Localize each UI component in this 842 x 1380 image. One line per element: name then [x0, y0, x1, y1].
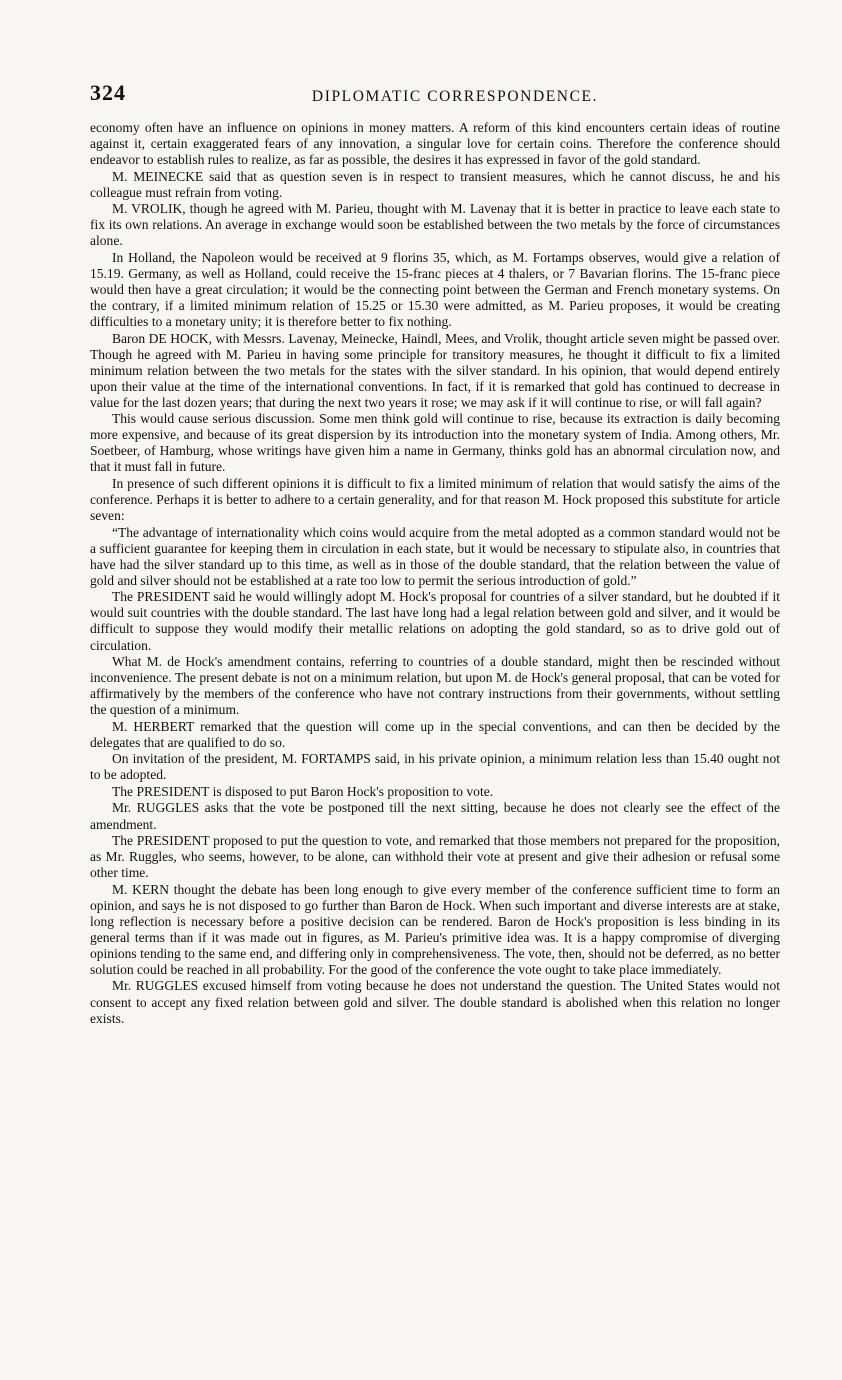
paragraph: M. HERBERT remarked that the question will come up in the special conventions, and can then be decided by the delegates that are qualified to do so. — [90, 718, 780, 750]
paragraph: On invitation of the president, M. FORTAMPS said, in his private opinion, a minimum relation less than 15.40 ought not to be adopted. — [90, 751, 780, 783]
paragraph: The PRESIDENT said he would willingly adopt M. Hock's proposal for countries of a silver standard, but he doubted if it would suit countries with the double standard. The last have long had a legal relation between gold and silver, and it would be difficult to suppose they would modify their metallic relations on adopting the gold standard, so as to drive gold out of circulation. — [90, 589, 780, 653]
paragraph: Baron DE HOCK, with Messrs. Lavenay, Meinecke, Haindl, Mees, and Vrolik, thought article seven might be passed over. Though he agreed with M. Parieu in having some principle for transitory measures, he thought it difficult to fix a limited minimum relation between the two metals for the states with the silver standard. In his opinion, that would depend entirely upon their value at the time of the international conventions. In fact, if it is remarked that gold has continued to decrease in value for the last dozen years; that during the next two years it rose; we may ask if it will continue to rise, or will fall again? — [90, 330, 780, 410]
page-number: 324 — [90, 80, 126, 105]
paragraph: M. MEINECKE said that as question seven is in respect to transient measures, which he cannot discuss, he and his colleague must refrain from voting. — [90, 168, 780, 200]
paragraph: Mr. RUGGLES excused himself from voting because he does not understand the question. The United States would not consent to accept any fixed relation between gold and silver. The double standard is abolished when this relation no longer exists. — [90, 978, 780, 1026]
paragraph: M. KERN thought the debate has been long enough to give every member of the conference sufficient time to form an opinion, and says he is not disposed to go further than Baron de Hock. When such important and diverse interests are at stake, long reflection is necessary before a positive decision can be rendered. Baron de Hock's proposition is less binding in its general terms than if it was made out in figures, as M. Parieu's primitive idea was. It is a happy compromise of diverging opinions tending to the same end, and differing only in comprehensiveness. The vote, then, should not be deferred, as no better solution could be reached in all probability. For the good of the conference the vote ought to take place immediately. — [90, 881, 780, 977]
page-header — [90, 80, 780, 120]
paragraph: This would cause serious discussion. Some men think gold will continue to rise, because its extraction is daily becoming more expensive, and because of its great dispersion by its introduction into the monetary system of India. Among others, Mr. Soetbeer, of Hamburg, whose writings have given him a name in Germany, thinks gold has an abnormal circulation now, and that it must fall in future. — [90, 411, 780, 475]
paragraph: The PRESIDENT proposed to put the question to vote, and remarked that those members not prepared for the proposition, as Mr. Ruggles, who seems, however, to be alone, can withhold their vote at present and give their adhesion or refusal some other time. — [90, 833, 780, 881]
paragraph: In Holland, the Napoleon would be received at 9 florins 35, which, as M. Fortamps observes, would give a relation of 15.19. Germany, as well as Holland, could receive the 15-franc pieces at 4 thalers, or 7 Bavarian florins. The 15-franc piece would then have a great circulation; it would be the connecting point between the German and French monetary systems. On the contrary, if a limited minimum relation of 15.25 or 15.30 were admitted, as M. Parieu proposes, it would be creating difficulties to a monetary unity; it is therefore better to fix nothing. — [90, 249, 780, 330]
paragraph: The PRESIDENT is disposed to put Baron Hock's proposition to vote. — [112, 783, 494, 799]
paragraph: economy often have an influence on opinions in money matters. A reform of this kind encounters certain ideas of routine against it, certain exaggerated fears of any innovation, a singular love for certain coins. Therefore the conference should endeavor to establish rules to realize, as far as possible, the desires it has expressed in favor of the gold standard. — [90, 120, 780, 168]
paragraph: Mr. RUGGLES asks that the vote be postponed till the next sitting, because he does not clearly see the effect of the amendment. — [90, 800, 780, 832]
running-title: DIPLOMATIC CORRESPONDENCE. — [311, 88, 599, 105]
quoted-paragraph: “The advantage of internationality which coins would acquire from the metal adopted as a common standard would not be a sufficient guarantee for keeping them in circulation in each state, but it would be necessary to stipulate also, in countries that have had the silver standard up to this time, as well as in those of the double standard, that the relation between the value of gold and silver should not be established at a rate too low to permit the serious introduction of gold.” — [90, 524, 780, 588]
paragraph: In presence of such different opinions it is difficult to fix a limited minimum of relation that would satisfy the aims of the conference. Perhaps it is better to adhere to a certain generality, and for that reason M. Hock proposed this substitute for article seven: — [90, 476, 780, 524]
paragraph: What M. de Hock's amendment contains, referring to countries of a double standard, might then be rescinded without inconvenience. The present debate is not on a minimum relation, but upon M. de Hock's general proposal, that can be voted for affirmatively by the members of the conference who have not contrary instructions from their governments, without settling the question of a minimum. — [90, 654, 780, 718]
body-text — [90, 120, 780, 1027]
paragraph: M. VROLIK, though he agreed with M. Parieu, thought with M. Lavenay that it is better in practice to leave each state to fix its own relations. An average in exchange would soon be established between the two metals by the force of circumstances alone. — [90, 201, 780, 249]
